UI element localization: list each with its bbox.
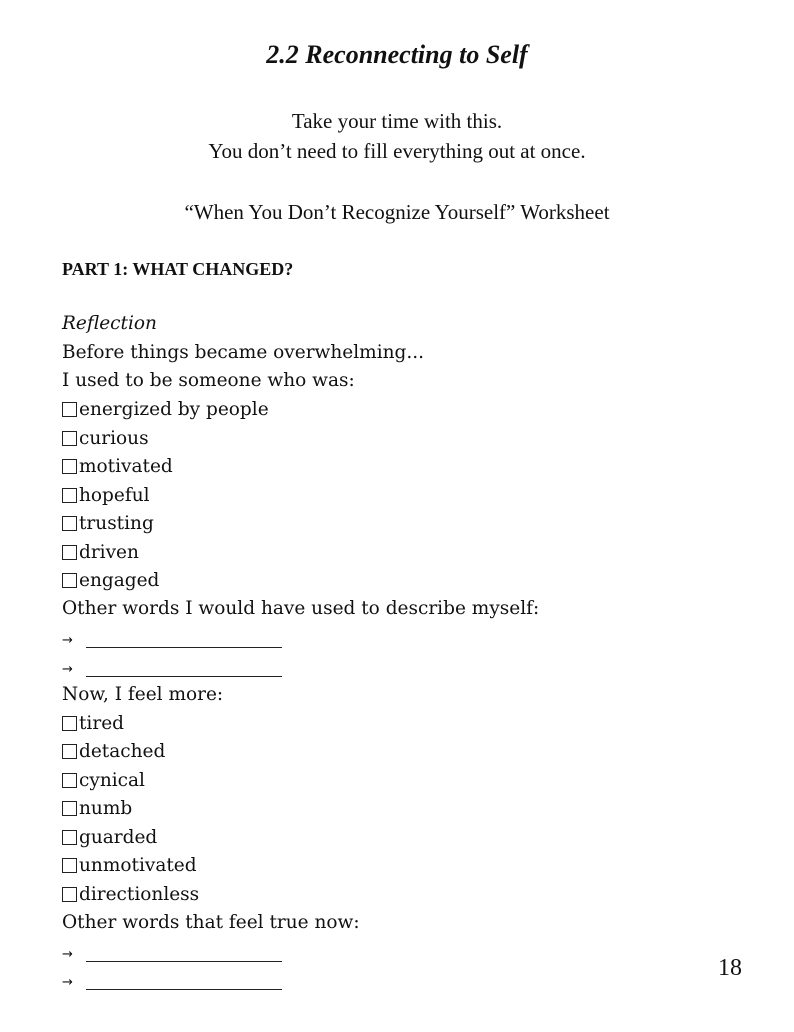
- checkbox[interactable]: [62, 516, 77, 531]
- checkbox-label: energized by people: [79, 399, 269, 421]
- other-words-before-prompt: Other words I would have used to describe myself:: [62, 598, 540, 619]
- blank-underline[interactable]: [86, 960, 282, 962]
- other-words-now-prompt: Other words that feel true now:: [62, 911, 360, 933]
- checkbox-option[interactable]: [62, 538, 742, 567]
- checkbox[interactable]: [62, 858, 77, 873]
- part-1-body: [62, 310, 742, 994]
- checkbox[interactable]: [62, 801, 77, 816]
- checkbox[interactable]: [62, 402, 77, 417]
- blank-underline[interactable]: [86, 675, 282, 677]
- checkbox-label: hopeful: [79, 484, 150, 506]
- intro-text: [0, 106, 794, 166]
- checkbox-option[interactable]: [62, 396, 742, 425]
- checkbox-option[interactable]: [62, 453, 742, 482]
- part-1-heading: PART 1: WHAT CHANGED?: [62, 259, 294, 279]
- checkbox-label: engaged: [79, 570, 160, 592]
- checkbox-label: directionless: [79, 883, 200, 905]
- checkbox[interactable]: [62, 744, 77, 759]
- checkbox[interactable]: [62, 459, 77, 474]
- checkbox[interactable]: [62, 545, 77, 560]
- checkbox[interactable]: [62, 887, 77, 902]
- checkbox-label: trusting: [79, 513, 154, 535]
- checkbox-option[interactable]: [62, 424, 742, 453]
- used-to-be-prompt: I used to be someone who was:: [62, 370, 355, 391]
- checkbox-label: detached: [79, 741, 166, 763]
- checkbox[interactable]: [62, 716, 77, 731]
- arrow-icon: →: [62, 633, 73, 648]
- arrow-icon: →: [62, 661, 73, 677]
- checkbox[interactable]: [62, 830, 77, 845]
- checkbox-option[interactable]: [62, 795, 742, 824]
- checkbox[interactable]: [62, 431, 77, 446]
- worksheet-name: “When You Don’t Recognize Yourself” Worksheet: [184, 200, 610, 224]
- now-feel-prompt: Now, I feel more:: [62, 683, 224, 705]
- page-number: 18: [718, 955, 742, 981]
- write-in-line[interactable]: [62, 937, 742, 966]
- section-title: 2.2 Reconnecting to Self: [266, 40, 528, 69]
- checkbox-label: cynical: [79, 769, 145, 791]
- checkbox-label: numb: [79, 798, 133, 820]
- checkbox-option[interactable]: [62, 738, 742, 767]
- arrow-icon: →: [62, 946, 73, 962]
- checkbox-option[interactable]: [62, 823, 742, 852]
- checkbox-option[interactable]: [62, 567, 742, 596]
- checkbox-option[interactable]: [62, 880, 742, 909]
- intro-line-2: You don’t need to fill everything out at once.: [208, 139, 586, 163]
- checkbox[interactable]: [62, 773, 77, 788]
- before-line: Before things became overwhelming...: [62, 341, 425, 363]
- checkbox-option[interactable]: [62, 852, 742, 881]
- checkbox-label: driven: [79, 541, 139, 563]
- reflection-label: Reflection: [62, 313, 157, 334]
- intro-line-1: Take your time with this.: [291, 109, 503, 133]
- checkbox-label: motivated: [79, 456, 173, 478]
- checkbox-option[interactable]: [62, 709, 742, 738]
- checkbox[interactable]: [62, 573, 77, 588]
- checkbox-label: guarded: [79, 826, 158, 848]
- checkbox-label: curious: [79, 427, 149, 449]
- checkbox-option[interactable]: [62, 481, 742, 510]
- write-in-line[interactable]: [62, 624, 742, 653]
- checkbox-label: unmotivated: [79, 855, 197, 877]
- write-in-line[interactable]: [62, 652, 742, 681]
- checkbox-option[interactable]: [62, 766, 742, 795]
- blank-underline[interactable]: [86, 646, 282, 648]
- blank-underline[interactable]: [86, 988, 282, 990]
- checkbox[interactable]: [62, 488, 77, 503]
- checkbox-label: tired: [79, 712, 124, 734]
- write-in-line[interactable]: [62, 966, 742, 995]
- checkbox-option[interactable]: [62, 510, 742, 539]
- arrow-icon: →: [62, 975, 73, 990]
